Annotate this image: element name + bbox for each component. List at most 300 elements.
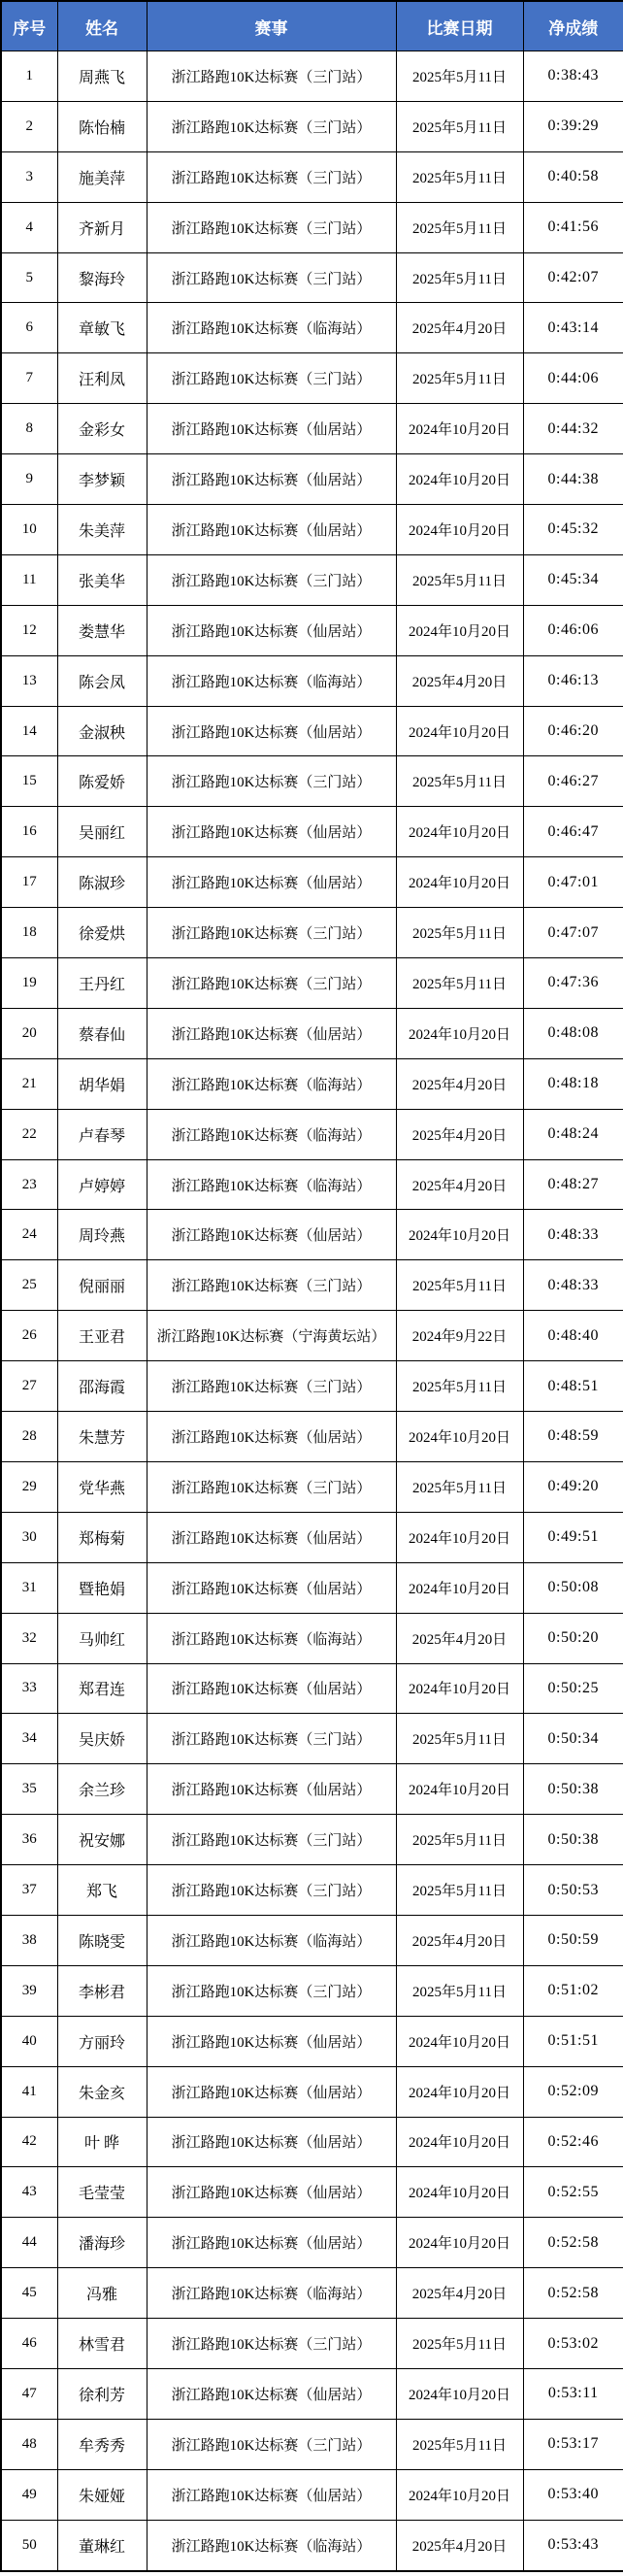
cell-time: 0:48:59: [523, 1412, 623, 1462]
cell-name: 朱金亥: [57, 2066, 147, 2117]
cell-time: 0:52:55: [523, 2167, 623, 2218]
cell-name: 马帅红: [57, 1613, 147, 1663]
cell-seq: 18: [1, 908, 57, 958]
cell-time: 0:38:43: [523, 51, 623, 102]
cell-date: 2025年5月11日: [396, 1714, 523, 1764]
cell-seq: 5: [1, 252, 57, 303]
cell-time: 0:50:20: [523, 1613, 623, 1663]
cell-date: 2025年5月11日: [396, 908, 523, 958]
cell-time: 0:50:34: [523, 1714, 623, 1764]
cell-event: 浙江路跑10K达标赛（临海站）: [147, 1058, 396, 1109]
cell-date: 2025年4月20日: [396, 2268, 523, 2319]
cell-date: 2025年4月20日: [396, 303, 523, 353]
cell-date: 2025年4月20日: [396, 1613, 523, 1663]
cell-event: 浙江路跑10K达标赛（三门站）: [147, 1361, 396, 1412]
cell-time: 0:53:11: [523, 2368, 623, 2419]
cell-seq: 15: [1, 756, 57, 807]
cell-name: 暨艳娟: [57, 1562, 147, 1613]
cell-seq: 41: [1, 2066, 57, 2117]
cell-time: 0:45:32: [523, 505, 623, 555]
cell-event: 浙江路跑10K达标赛（三门站）: [147, 1815, 396, 1865]
cell-time: 0:50:08: [523, 1562, 623, 1613]
cell-seq: 35: [1, 1764, 57, 1815]
cell-event: 浙江路跑10K达标赛（三门站）: [147, 202, 396, 252]
cell-seq: 6: [1, 303, 57, 353]
cell-name: 吴丽红: [57, 807, 147, 857]
cell-date: 2024年10月20日: [396, 807, 523, 857]
cell-seq: 2: [1, 101, 57, 151]
cell-date: 2025年4月20日: [396, 2520, 523, 2570]
cell-name: 金淑秧: [57, 706, 147, 756]
cell-event: 浙江路跑10K达标赛（仙居站）: [147, 454, 396, 505]
cell-event: 浙江路跑10K达标赛（三门站）: [147, 353, 396, 404]
cell-seq: 11: [1, 554, 57, 605]
cell-name: 王丹红: [57, 958, 147, 1009]
cell-event: 浙江路跑10K达标赛（仙居站）: [147, 1663, 396, 1714]
cell-time: 0:46:06: [523, 605, 623, 655]
cell-date: 2024年10月20日: [396, 1008, 523, 1058]
cell-seq: 14: [1, 706, 57, 756]
cell-time: 0:53:40: [523, 2469, 623, 2520]
cell-date: 2025年5月11日: [396, 1865, 523, 1916]
cell-time: 0:43:14: [523, 303, 623, 353]
cell-date: 2024年10月20日: [396, 1562, 523, 1613]
cell-event: 浙江路跑10K达标赛（仙居站）: [147, 2469, 396, 2520]
cell-time: 0:52:09: [523, 2066, 623, 2117]
cell-date: 2024年10月20日: [396, 2469, 523, 2520]
cell-seq: 32: [1, 1613, 57, 1663]
cell-date: 2024年10月20日: [396, 2368, 523, 2419]
cell-name: 娄慧华: [57, 605, 147, 655]
cell-seq: 24: [1, 1210, 57, 1260]
cell-time: 0:52:58: [523, 2218, 623, 2268]
cell-seq: 23: [1, 1159, 57, 1210]
cell-time: 0:50:53: [523, 1865, 623, 1916]
cell-event: 浙江路跑10K达标赛（三门站）: [147, 1965, 396, 2016]
cell-time: 0:47:01: [523, 857, 623, 908]
cell-seq: 40: [1, 2016, 57, 2066]
cell-time: 0:45:34: [523, 554, 623, 605]
table-row: [1, 2066, 623, 2117]
cell-seq: 49: [1, 2469, 57, 2520]
cell-date: 2025年4月20日: [396, 1109, 523, 1159]
table-row: [1, 1512, 623, 1562]
table-row: [1, 2469, 623, 2520]
cell-time: 0:47:36: [523, 958, 623, 1009]
cell-name: 朱慧芳: [57, 1412, 147, 1462]
cell-name: 徐爱烘: [57, 908, 147, 958]
table-row: [1, 1714, 623, 1764]
cell-event: 浙江路跑10K达标赛（仙居站）: [147, 706, 396, 756]
table-row: [1, 2520, 623, 2570]
cell-event: 浙江路跑10K达标赛（仙居站）: [147, 857, 396, 908]
cell-seq: 25: [1, 1260, 57, 1311]
table-row: [1, 605, 623, 655]
table-row: [1, 1412, 623, 1462]
cell-seq: 17: [1, 857, 57, 908]
cell-event: 浙江路跑10K达标赛（仙居站）: [147, 605, 396, 655]
cell-name: 陈晓雯: [57, 1915, 147, 1965]
cell-event: 浙江路跑10K达标赛（三门站）: [147, 554, 396, 605]
cell-name: 牟秀秀: [57, 2419, 147, 2469]
cell-seq: 44: [1, 2218, 57, 2268]
column-header-name: 姓名: [57, 1, 147, 51]
cell-date: 2024年10月20日: [396, 2167, 523, 2218]
cell-date: 2024年10月20日: [396, 2117, 523, 2167]
cell-time: 0:53:02: [523, 2319, 623, 2369]
cell-time: 0:41:56: [523, 202, 623, 252]
cell-date: 2025年4月20日: [396, 1159, 523, 1210]
cell-seq: 12: [1, 605, 57, 655]
column-header-date: 比赛日期: [396, 1, 523, 51]
cell-seq: 10: [1, 505, 57, 555]
cell-event: 浙江路跑10K达标赛（仙居站）: [147, 1210, 396, 1260]
cell-seq: 29: [1, 1461, 57, 1512]
cell-date: 2025年4月20日: [396, 1058, 523, 1109]
cell-event: 浙江路跑10K达标赛（三门站）: [147, 151, 396, 202]
cell-date: 2024年10月20日: [396, 1663, 523, 1714]
column-header-event: 赛事: [147, 1, 396, 51]
cell-seq: 42: [1, 2117, 57, 2167]
cell-seq: 39: [1, 1965, 57, 2016]
cell-seq: 7: [1, 353, 57, 404]
table-row: [1, 2419, 623, 2469]
cell-date: 2025年5月11日: [396, 1361, 523, 1412]
table-row: [1, 1008, 623, 1058]
cell-seq: 21: [1, 1058, 57, 1109]
cell-name: 陈淑珍: [57, 857, 147, 908]
cell-time: 0:48:27: [523, 1159, 623, 1210]
cell-seq: 28: [1, 1412, 57, 1462]
cell-date: 2025年5月11日: [396, 958, 523, 1009]
cell-date: 2024年10月20日: [396, 1764, 523, 1815]
cell-name: 章敏飞: [57, 303, 147, 353]
cell-date: 2024年10月20日: [396, 2066, 523, 2117]
table-row: [1, 1461, 623, 1512]
cell-date: 2024年10月20日: [396, 2016, 523, 2066]
table-row: [1, 2268, 623, 2319]
cell-name: 王亚君: [57, 1311, 147, 1361]
cell-time: 0:46:13: [523, 655, 623, 706]
cell-date: 2024年10月20日: [396, 605, 523, 655]
cell-time: 0:46:47: [523, 807, 623, 857]
table-row: [1, 2016, 623, 2066]
cell-time: 0:39:29: [523, 101, 623, 151]
cell-event: 浙江路跑10K达标赛（仙居站）: [147, 2368, 396, 2419]
cell-name: 董琳红: [57, 2520, 147, 2570]
cell-time: 0:52:46: [523, 2117, 623, 2167]
table-row: [1, 1260, 623, 1311]
cell-event: 浙江路跑10K达标赛（三门站）: [147, 756, 396, 807]
cell-date: 2024年10月20日: [396, 857, 523, 908]
cell-time: 0:48:51: [523, 1361, 623, 1412]
table-row: [1, 1865, 623, 1916]
cell-time: 0:53:17: [523, 2419, 623, 2469]
cell-name: 陈怡楠: [57, 101, 147, 151]
cell-name: 郑梅菊: [57, 1512, 147, 1562]
cell-event: 浙江路跑10K达标赛（仙居站）: [147, 1764, 396, 1815]
cell-name: 余兰珍: [57, 1764, 147, 1815]
cell-seq: 20: [1, 1008, 57, 1058]
cell-time: 0:50:38: [523, 1764, 623, 1815]
table-row: [1, 756, 623, 807]
cell-name: 汪利凤: [57, 353, 147, 404]
cell-event: 浙江路跑10K达标赛（三门站）: [147, 1865, 396, 1916]
cell-seq: 45: [1, 2268, 57, 2319]
cell-event: 浙江路跑10K达标赛（临海站）: [147, 303, 396, 353]
cell-seq: 47: [1, 2368, 57, 2419]
cell-date: 2025年5月11日: [396, 2419, 523, 2469]
cell-seq: 27: [1, 1361, 57, 1412]
cell-event: 浙江路跑10K达标赛（三门站）: [147, 958, 396, 1009]
cell-date: 2025年5月11日: [396, 151, 523, 202]
cell-name: 蔡春仙: [57, 1008, 147, 1058]
cell-event: 浙江路跑10K达标赛（仙居站）: [147, 505, 396, 555]
table-row: [1, 2368, 623, 2419]
cell-time: 0:53:43: [523, 2520, 623, 2570]
cell-time: 0:46:27: [523, 756, 623, 807]
cell-event: 浙江路跑10K达标赛（临海站）: [147, 1109, 396, 1159]
cell-event: 浙江路跑10K达标赛（仙居站）: [147, 2016, 396, 2066]
cell-seq: 8: [1, 404, 57, 454]
cell-name: 毛莹莹: [57, 2167, 147, 2218]
cell-date: 2025年5月11日: [396, 1965, 523, 2016]
table-row: [1, 51, 623, 102]
cell-event: 浙江路跑10K达标赛（临海站）: [147, 655, 396, 706]
table-body: [1, 51, 623, 2571]
cell-name: 徐利芳: [57, 2368, 147, 2419]
cell-seq: 34: [1, 1714, 57, 1764]
cell-date: 2024年10月20日: [396, 1210, 523, 1260]
cell-name: 李梦颖: [57, 454, 147, 505]
cell-event: 浙江路跑10K达标赛（临海站）: [147, 1915, 396, 1965]
cell-time: 0:48:24: [523, 1109, 623, 1159]
cell-event: 浙江路跑10K达标赛（临海站）: [147, 1159, 396, 1210]
cell-event: 浙江路跑10K达标赛（三门站）: [147, 1714, 396, 1764]
cell-date: 2025年5月11日: [396, 1461, 523, 1512]
cell-event: 浙江路跑10K达标赛（仙居站）: [147, 404, 396, 454]
cell-seq: 30: [1, 1512, 57, 1562]
cell-name: 施美萍: [57, 151, 147, 202]
cell-name: 冯雅: [57, 2268, 147, 2319]
cell-name: 祝安娜: [57, 1815, 147, 1865]
cell-name: 金彩女: [57, 404, 147, 454]
cell-event: 浙江路跑10K达标赛（三门站）: [147, 101, 396, 151]
cell-name: 党华燕: [57, 1461, 147, 1512]
cell-name: 郑君连: [57, 1663, 147, 1714]
table-row: [1, 655, 623, 706]
cell-name: 朱美萍: [57, 505, 147, 555]
cell-seq: 50: [1, 2520, 57, 2570]
cell-time: 0:50:25: [523, 1663, 623, 1714]
cell-time: 0:52:58: [523, 2268, 623, 2319]
column-header-seq: 序号: [1, 1, 57, 51]
cell-seq: 13: [1, 655, 57, 706]
cell-name: 陈会凤: [57, 655, 147, 706]
table-row: [1, 857, 623, 908]
table-row: [1, 908, 623, 958]
cell-name: 邵海霞: [57, 1361, 147, 1412]
cell-event: 浙江路跑10K达标赛（仙居站）: [147, 2117, 396, 2167]
cell-event: 浙江路跑10K达标赛（临海站）: [147, 1613, 396, 1663]
table-row: [1, 101, 623, 151]
cell-date: 2024年10月20日: [396, 706, 523, 756]
cell-event: 浙江路跑10K达标赛（宁海黄坛站）: [147, 1311, 396, 1361]
cell-date: 2025年5月11日: [396, 252, 523, 303]
cell-time: 0:46:20: [523, 706, 623, 756]
header-row: [1, 1, 623, 51]
cell-name: 叶 晔: [57, 2117, 147, 2167]
cell-name: 齐新月: [57, 202, 147, 252]
cell-seq: 33: [1, 1663, 57, 1714]
cell-date: 2025年5月11日: [396, 1815, 523, 1865]
cell-event: 浙江路跑10K达标赛（三门站）: [147, 2319, 396, 2369]
cell-event: 浙江路跑10K达标赛（三门站）: [147, 908, 396, 958]
table-row: [1, 554, 623, 605]
cell-name: 林雪君: [57, 2319, 147, 2369]
cell-event: 浙江路跑10K达标赛（仙居站）: [147, 2167, 396, 2218]
cell-seq: 4: [1, 202, 57, 252]
cell-seq: 1: [1, 51, 57, 102]
table-row: [1, 1109, 623, 1159]
cell-event: 浙江路跑10K达标赛（仙居站）: [147, 1412, 396, 1462]
cell-date: 2024年10月20日: [396, 404, 523, 454]
cell-event: 浙江路跑10K达标赛（仙居站）: [147, 1562, 396, 1613]
cell-name: 胡华娟: [57, 1058, 147, 1109]
cell-date: 2024年10月20日: [396, 505, 523, 555]
cell-time: 0:51:51: [523, 2016, 623, 2066]
cell-seq: 3: [1, 151, 57, 202]
cell-event: 浙江路跑10K达标赛（临海站）: [147, 2268, 396, 2319]
cell-date: 2025年5月11日: [396, 202, 523, 252]
cell-date: 2025年4月20日: [396, 1915, 523, 1965]
table-header: [1, 1, 623, 51]
cell-time: 0:50:59: [523, 1915, 623, 1965]
table-row: [1, 303, 623, 353]
cell-time: 0:47:07: [523, 908, 623, 958]
cell-event: 浙江路跑10K达标赛（仙居站）: [147, 2218, 396, 2268]
cell-date: 2024年10月20日: [396, 1512, 523, 1562]
cell-time: 0:44:32: [523, 404, 623, 454]
cell-name: 黎海玲: [57, 252, 147, 303]
table-row: [1, 1965, 623, 2016]
table-row: [1, 202, 623, 252]
cell-time: 0:49:51: [523, 1512, 623, 1562]
cell-date: 2025年5月11日: [396, 756, 523, 807]
cell-event: 浙江路跑10K达标赛（仙居站）: [147, 1512, 396, 1562]
cell-name: 卢婷婷: [57, 1159, 147, 1210]
cell-name: 郑飞: [57, 1865, 147, 1916]
cell-date: 2025年5月11日: [396, 353, 523, 404]
table-row: [1, 1915, 623, 1965]
table-row: [1, 1159, 623, 1210]
cell-time: 0:48:33: [523, 1210, 623, 1260]
table-row: [1, 2117, 623, 2167]
cell-time: 0:40:58: [523, 151, 623, 202]
table-row: [1, 1311, 623, 1361]
cell-date: 2025年5月11日: [396, 51, 523, 102]
table-row: [1, 1562, 623, 1613]
table-row: [1, 706, 623, 756]
cell-time: 0:51:02: [523, 1965, 623, 2016]
cell-name: 朱娅娅: [57, 2469, 147, 2520]
cell-time: 0:49:20: [523, 1461, 623, 1512]
table-row: [1, 252, 623, 303]
cell-name: 吴庆娇: [57, 1714, 147, 1764]
cell-date: 2024年10月20日: [396, 1412, 523, 1462]
cell-name: 周燕飞: [57, 51, 147, 102]
cell-time: 0:48:08: [523, 1008, 623, 1058]
cell-seq: 46: [1, 2319, 57, 2369]
cell-time: 0:42:07: [523, 252, 623, 303]
table-row: [1, 1663, 623, 1714]
table-row: [1, 1361, 623, 1412]
cell-date: 2025年4月20日: [396, 655, 523, 706]
table-row: [1, 2319, 623, 2369]
cell-event: 浙江路跑10K达标赛（临海站）: [147, 2520, 396, 2570]
cell-event: 浙江路跑10K达标赛（仙居站）: [147, 807, 396, 857]
cell-date: 2025年5月11日: [396, 1260, 523, 1311]
table-row: [1, 1764, 623, 1815]
column-header-time: 净成绩: [523, 1, 623, 51]
cell-seq: 9: [1, 454, 57, 505]
table-row: [1, 1815, 623, 1865]
cell-seq: 43: [1, 2167, 57, 2218]
table-row: [1, 958, 623, 1009]
cell-seq: 36: [1, 1815, 57, 1865]
cell-name: 李彬君: [57, 1965, 147, 2016]
cell-date: 2025年5月11日: [396, 554, 523, 605]
cell-name: 倪丽丽: [57, 1260, 147, 1311]
cell-event: 浙江路跑10K达标赛（三门站）: [147, 1260, 396, 1311]
cell-seq: 37: [1, 1865, 57, 1916]
cell-time: 0:44:06: [523, 353, 623, 404]
cell-time: 0:48:40: [523, 1311, 623, 1361]
cell-date: 2025年5月11日: [396, 2319, 523, 2369]
cell-time: 0:44:38: [523, 454, 623, 505]
cell-name: 卢春琴: [57, 1109, 147, 1159]
table-row: [1, 505, 623, 555]
cell-name: 方丽玲: [57, 2016, 147, 2066]
cell-seq: 48: [1, 2419, 57, 2469]
cell-event: 浙江路跑10K达标赛（三门站）: [147, 252, 396, 303]
table-row: [1, 2167, 623, 2218]
cell-event: 浙江路跑10K达标赛（仙居站）: [147, 2066, 396, 2117]
cell-date: 2024年9月22日: [396, 1311, 523, 1361]
table-row: [1, 2218, 623, 2268]
table-row: [1, 807, 623, 857]
table-row: [1, 1613, 623, 1663]
cell-name: 陈爱娇: [57, 756, 147, 807]
cell-event: 浙江路跑10K达标赛（三门站）: [147, 51, 396, 102]
cell-event: 浙江路跑10K达标赛（三门站）: [147, 1461, 396, 1512]
cell-time: 0:48:18: [523, 1058, 623, 1109]
cell-seq: 19: [1, 958, 57, 1009]
cell-date: 2024年10月20日: [396, 454, 523, 505]
table-row: [1, 404, 623, 454]
cell-date: 2024年10月20日: [396, 2218, 523, 2268]
table-row: [1, 1210, 623, 1260]
table-row: [1, 454, 623, 505]
cell-time: 0:48:33: [523, 1260, 623, 1311]
cell-seq: 38: [1, 1915, 57, 1965]
cell-name: 张美华: [57, 554, 147, 605]
table-row: [1, 353, 623, 404]
cell-event: 浙江路跑10K达标赛（三门站）: [147, 2419, 396, 2469]
cell-date: 2025年5月11日: [396, 101, 523, 151]
table-row: [1, 1058, 623, 1109]
cell-name: 周玲燕: [57, 1210, 147, 1260]
